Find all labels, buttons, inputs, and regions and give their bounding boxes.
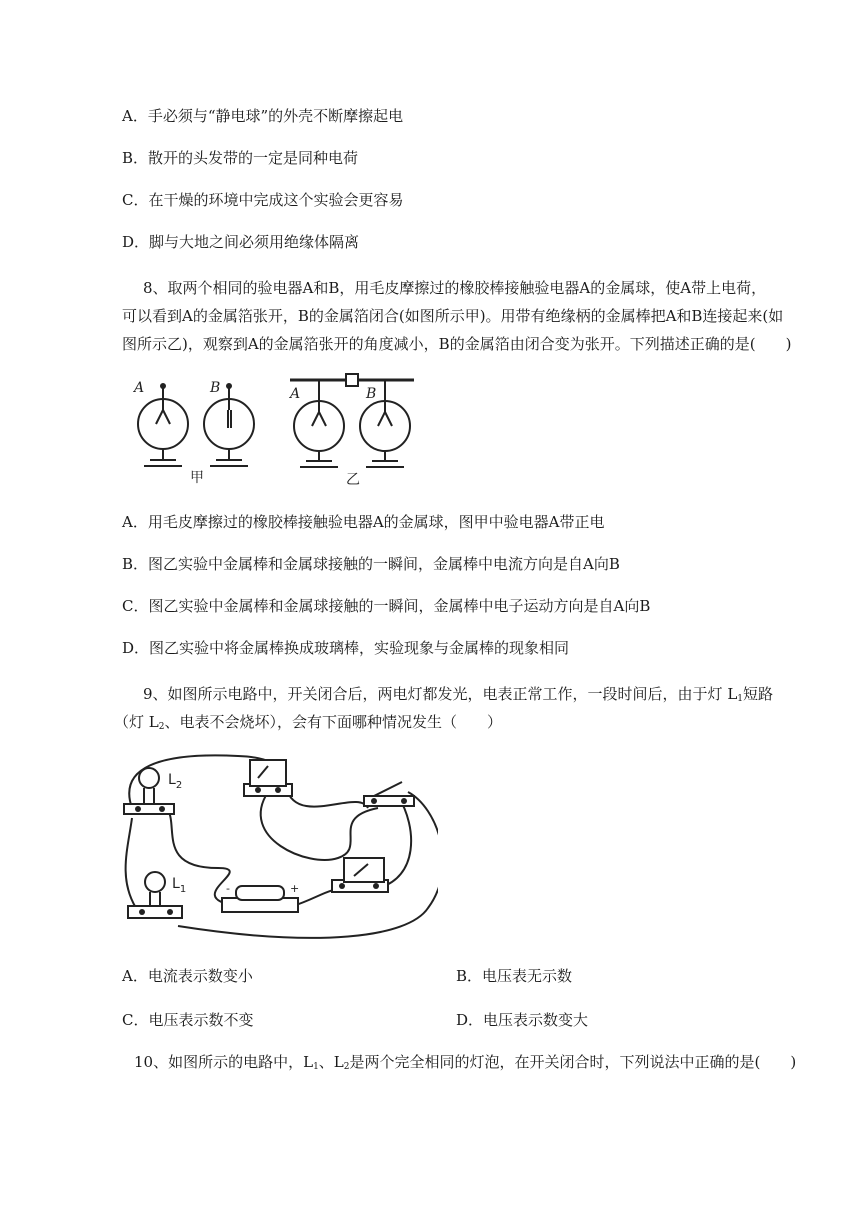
q7-option-d: D．脚与大地之间必须用绝缘体隔离 [122, 233, 360, 251]
q9-option-b: B．电压表无示数 [456, 967, 573, 985]
q8-option-c: C．图乙实验中金属棒和金属球接触的一瞬间，金属棒中电子运动方向是自A向B [122, 597, 651, 615]
battery-minus-label: - [226, 882, 230, 895]
fig-label-a1: A [134, 380, 145, 396]
q9-stem-2-sub: 2 [158, 722, 165, 732]
lamp-l1-label: $L_1$ [172, 876, 187, 895]
circuit-figure [118, 748, 438, 948]
q7-option-a: A．手必须与“静电球”的外壳不断摩擦起电 [122, 107, 404, 125]
q10-stem [134, 1052, 796, 1077]
electroscope-figure [128, 368, 428, 490]
q8-stem-cont [122, 302, 802, 358]
q9-stem-line-1 [143, 684, 773, 709]
q9-stem-line-2 [114, 712, 502, 737]
fig-label-b1: B [210, 380, 221, 396]
fig-caption-left: 甲 [190, 470, 204, 486]
battery-plus-label: + [290, 882, 300, 895]
q9-option-c: C．电压表示数不变 [122, 1011, 254, 1029]
q9-stem-1-sub: 1 [737, 694, 744, 704]
q9-option-d: D．电压表示数变大 [456, 1011, 589, 1029]
q10-sub-2: 2 [343, 1062, 350, 1072]
q8-stem-line-3: 图所示乙)，观察到A的金属箔张开的角度减小，B的金属箔由闭合变为张开。下列描述正确的是( ) [122, 335, 792, 353]
q7-option-b: B．散开的头发带的一定是同种电荷 [122, 149, 359, 167]
q8-stem [143, 274, 803, 302]
q10-stem-pre: 10、如图所示的电路中，L [134, 1053, 314, 1071]
q7-option-c: C．在干燥的环境中完成这个实验会更容易 [122, 191, 404, 209]
fig-label-b2: B [366, 386, 377, 402]
q9-option-a: A．电流表示数变小 [122, 967, 253, 985]
fig-label-a2: A [290, 386, 301, 402]
q10-sub-1: 1 [313, 1062, 319, 1072]
q9-stem-1-pre: 9、如图所示电路中，开关闭合后，两电灯都发光，电表正常工作，一段时间后，由于灯 L [143, 685, 738, 703]
q9-stem-2-post: 、电表不会烧坏），会有下面哪种情况发生（ ） [164, 713, 502, 731]
q8-option-a: A．用毛皮摩擦过的橡胶棒接触验电器A的金属球，图甲中验电器A带正电 [122, 513, 605, 531]
q8-stem-line-1: 8、取两个相同的验电器A和B，用毛皮摩擦过的橡胶棒接触验电器A的金属球，使A带上电荷， [143, 279, 767, 297]
fig-caption-right: 乙 [346, 472, 360, 488]
q9-stem-1-post: 短路 [743, 685, 774, 703]
q8-option-b: B．图乙实验中金属棒和金属球接触的一瞬间，金属棒中电流方向是自A向B [122, 555, 620, 573]
q10-stem-mid: 、L [318, 1053, 344, 1071]
q9-stem-2-pre: （灯 L [114, 713, 159, 731]
q8-option-d: D．图乙实验中将金属棒换成玻璃棒，实验现象与金属棒的现象相同 [122, 639, 570, 657]
lamp-l2-label: $L_2$ [168, 772, 183, 791]
q8-stem-line-2: 可以看到A的金属箔张开，B的金属箔闭合(如图所示甲)。用带有绝缘柄的金属棒把A和B连接起来(如 [122, 307, 784, 325]
q10-stem-post: 是两个完全相同的灯泡，在开关闭合时，下列说法中正确的是( ) [349, 1053, 797, 1071]
